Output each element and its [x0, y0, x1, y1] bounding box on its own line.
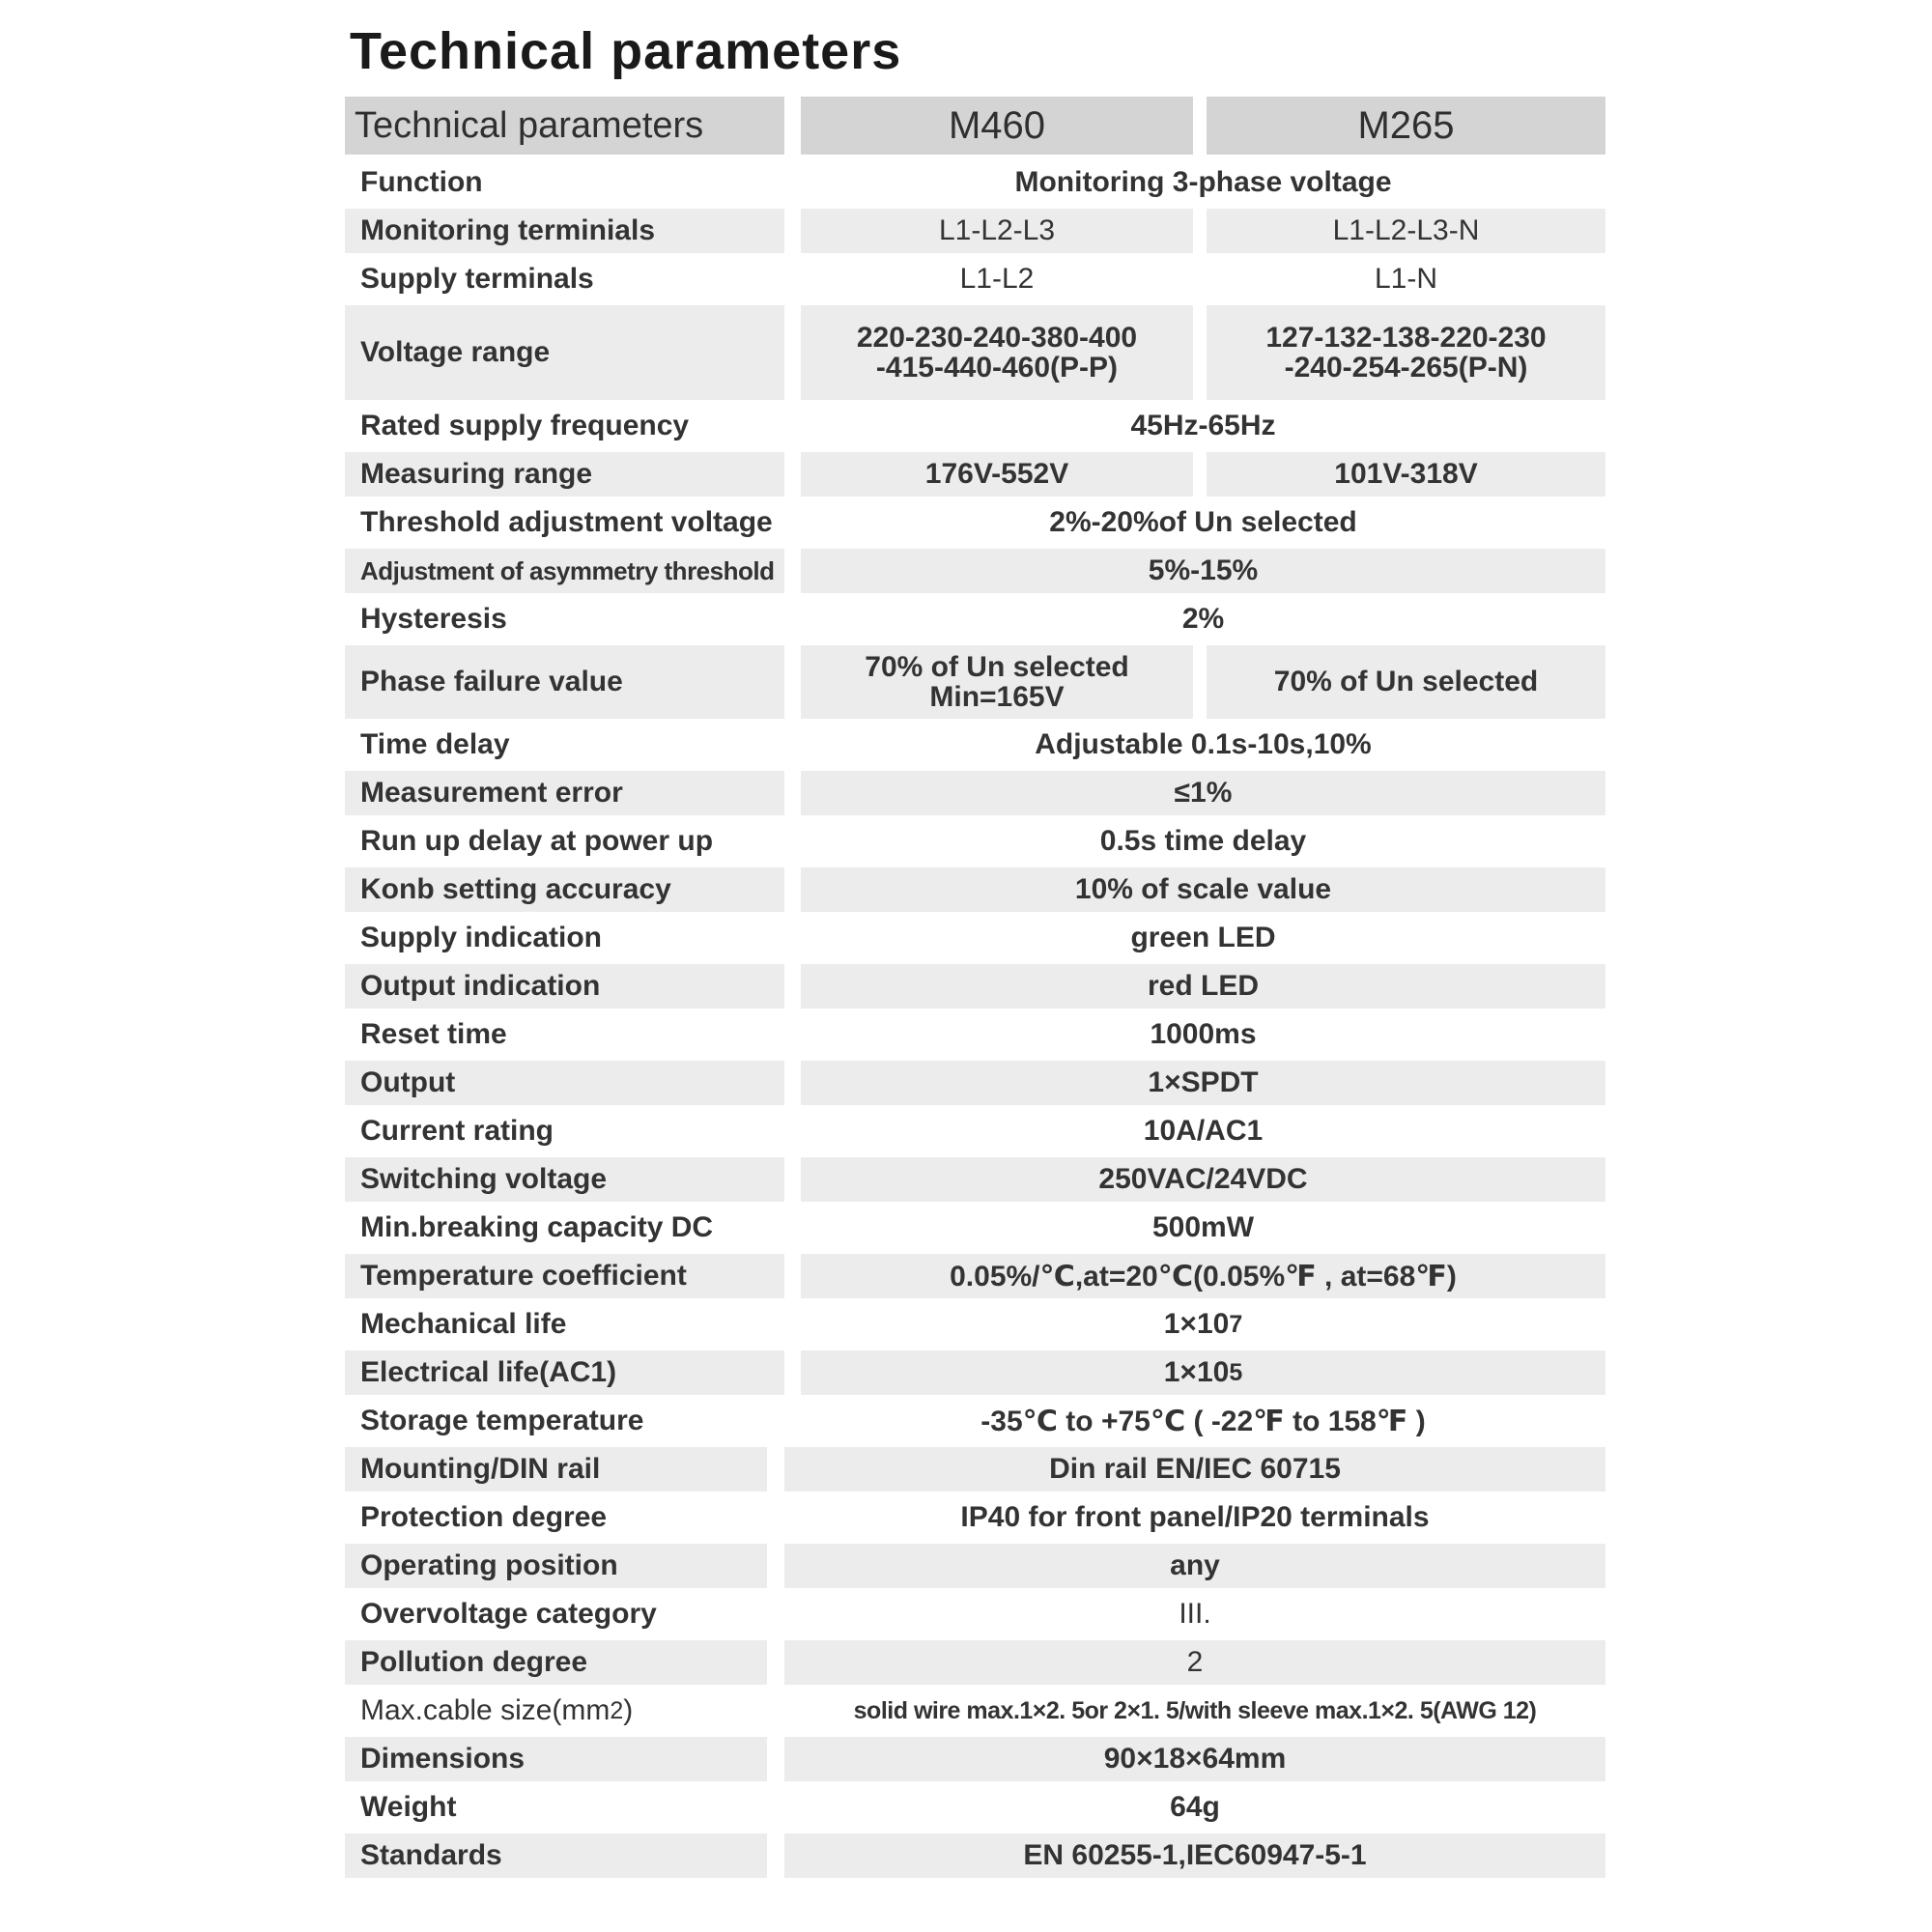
param-label: Protection degree [360, 1501, 608, 1533]
param-label: Adjustment of asymmetry threshold [345, 549, 784, 593]
row-output [345, 1059, 1605, 1107]
param-label: Weight [360, 1791, 457, 1823]
parameters-table [345, 97, 1605, 1880]
row-protection-degree [345, 1493, 1605, 1542]
param-label: Measurement error [345, 771, 784, 815]
value-text: 1×10 [1163, 1308, 1230, 1340]
param-label: Output [345, 1061, 784, 1105]
param-label: Measuring range [345, 452, 784, 497]
param-label: Reset time [360, 1018, 507, 1050]
value-m265: L1-L2-L3-N [1207, 209, 1605, 253]
value-m460: 220-230-240-380-400 -415-440-460(P-P) [801, 305, 1193, 400]
value-m460: L1-L2-L3 [801, 209, 1193, 253]
row-measuring-range [345, 450, 1605, 498]
label-text: Max.cable size(mm [360, 1694, 611, 1726]
param-value: 10A/AC1 [1143, 1115, 1264, 1147]
row-operating-position [345, 1542, 1605, 1590]
row-output-indication [345, 962, 1605, 1010]
row-dimensions [345, 1735, 1605, 1783]
param-value: 250VAC/24VDC [801, 1157, 1605, 1202]
row-current-rating [345, 1107, 1605, 1155]
value-m265: L1-N [1374, 263, 1438, 295]
row-knob-accuracy [345, 866, 1605, 914]
param-value: 64g [1170, 1791, 1220, 1823]
param-label: Konb setting accuracy [345, 867, 784, 912]
param-value [801, 1350, 1605, 1395]
param-label: Mechanical life [360, 1308, 567, 1340]
param-value: red LED [801, 964, 1605, 1009]
param-value: 2% [1181, 603, 1225, 635]
row-time-delay [345, 721, 1605, 769]
value-exponent: 5 [1229, 1358, 1243, 1386]
param-value: 5%-15% [801, 549, 1605, 593]
param-label: Output indication [345, 964, 784, 1009]
param-value: ≤1% [801, 771, 1605, 815]
param-value: 500mW [1151, 1211, 1255, 1243]
row-function [345, 158, 1605, 207]
param-label: Electrical life(AC1) [345, 1350, 784, 1395]
param-label: Time delay [360, 728, 510, 760]
value-m460: L1-L2 [959, 263, 1035, 295]
param-value: Din rail EN/IEC 60715 [784, 1447, 1605, 1492]
row-reset-time [345, 1010, 1605, 1059]
param-value: III. [1179, 1598, 1211, 1630]
row-min-breaking-capacity [345, 1204, 1605, 1252]
header-m265: M265 [1207, 97, 1605, 155]
row-run-up-delay [345, 817, 1605, 866]
param-label: Supply terminals [360, 263, 594, 295]
param-value: Monitoring 3-phase voltage [1014, 166, 1392, 198]
param-label: Phase failure value [345, 645, 784, 719]
header-parameter: Technical parameters [345, 97, 784, 155]
row-supply-terminals [345, 255, 1605, 303]
param-value: 45Hz-65Hz [1130, 410, 1276, 441]
row-supply-indication [345, 914, 1605, 962]
row-threshold-adjustment [345, 498, 1605, 547]
param-label: Monitoring terminials [345, 209, 784, 253]
param-value: IP40 for front panel/IP20 terminals [960, 1501, 1430, 1533]
param-label: Operating position [345, 1544, 767, 1588]
value-m265: 127-132-138-220-230 -240-254-265(P-N) [1207, 305, 1605, 400]
row-electrical-life [345, 1349, 1605, 1397]
param-label: Mounting/DIN rail [345, 1447, 767, 1492]
param-value: 0.05%/℃,at=20℃(0.05%℉ , at=68℉) [801, 1254, 1605, 1298]
param-value: 1×SPDT [801, 1061, 1605, 1105]
row-weight [345, 1783, 1605, 1832]
param-value: -35℃ to +75℃ ( -22℉ to 158℉ ) [980, 1405, 1426, 1437]
table-header [345, 97, 1605, 158]
page-title: Technical parameters [350, 22, 902, 80]
value-exponent: 7 [1229, 1310, 1243, 1338]
param-label: Switching voltage [345, 1157, 784, 1202]
param-label: Rated supply frequency [360, 410, 690, 441]
param-value: 10% of scale value [801, 867, 1605, 912]
row-hysteresis [345, 595, 1605, 643]
header-m460: M460 [801, 97, 1193, 155]
row-rated-supply-frequency [345, 402, 1605, 450]
row-overvoltage-category [345, 1590, 1605, 1638]
param-value: green LED [1130, 922, 1276, 953]
row-mechanical-life [345, 1300, 1605, 1349]
value-m265: 70% of Un selected [1207, 645, 1605, 719]
param-label: Overvoltage category [360, 1598, 657, 1630]
param-label: Dimensions [345, 1737, 767, 1781]
param-value: 2 [784, 1640, 1605, 1685]
row-phase-failure [345, 643, 1605, 721]
param-label: Voltage range [345, 305, 784, 400]
param-label: Min.breaking capacity DC [360, 1211, 714, 1243]
param-label: Standards [345, 1833, 767, 1878]
row-monitoring-terminals [345, 207, 1605, 255]
param-value: 90×18×64mm [784, 1737, 1605, 1781]
param-value: 0.5s time delay [1099, 825, 1307, 857]
label-exponent: 2 [610, 1696, 624, 1724]
param-label: Current rating [360, 1115, 554, 1147]
value-text: 1×10 [1163, 1356, 1230, 1388]
row-temperature-coefficient [345, 1252, 1605, 1300]
param-value [801, 1302, 1605, 1347]
param-label: Threshold adjustment voltage [360, 506, 773, 538]
row-standards [345, 1832, 1605, 1880]
value-m265: 101V-318V [1207, 452, 1605, 497]
param-label: Run up delay at power up [360, 825, 714, 857]
value-m460: 176V-552V [801, 452, 1193, 497]
param-label: Temperature coefficient [345, 1254, 784, 1298]
param-label: Hysteresis [360, 603, 507, 635]
row-pollution-degree [345, 1638, 1605, 1687]
param-value: solid wire max.1×2. 5or 2×1. 5/with sleeve max.1×2. 5(AWG 12) [853, 1696, 1537, 1724]
row-storage-temperature [345, 1397, 1605, 1445]
row-mounting [345, 1445, 1605, 1493]
value-m460: 70% of Un selected Min=165V [801, 645, 1193, 719]
lower-section [345, 1445, 1605, 1880]
row-voltage-range [345, 303, 1605, 402]
row-max-cable-size [345, 1687, 1605, 1735]
param-value: any [784, 1544, 1605, 1588]
row-switching-voltage [345, 1155, 1605, 1204]
param-value: EN 60255-1,IEC60947-5-1 [784, 1833, 1605, 1878]
param-value: 1000ms [1150, 1018, 1257, 1050]
param-label: Supply indication [360, 922, 603, 953]
param-label: Pollution degree [345, 1640, 767, 1685]
label-tail: ) [623, 1694, 634, 1726]
row-asymmetry-threshold [345, 547, 1605, 595]
param-value: 2%-20%of Un selected [1049, 506, 1357, 538]
param-label: Function [360, 166, 483, 198]
row-measurement-error [345, 769, 1605, 817]
param-label: Storage temperature [360, 1405, 644, 1436]
param-value: Adjustable 0.1s-10s,10% [1035, 728, 1372, 760]
param-label [345, 1689, 767, 1733]
